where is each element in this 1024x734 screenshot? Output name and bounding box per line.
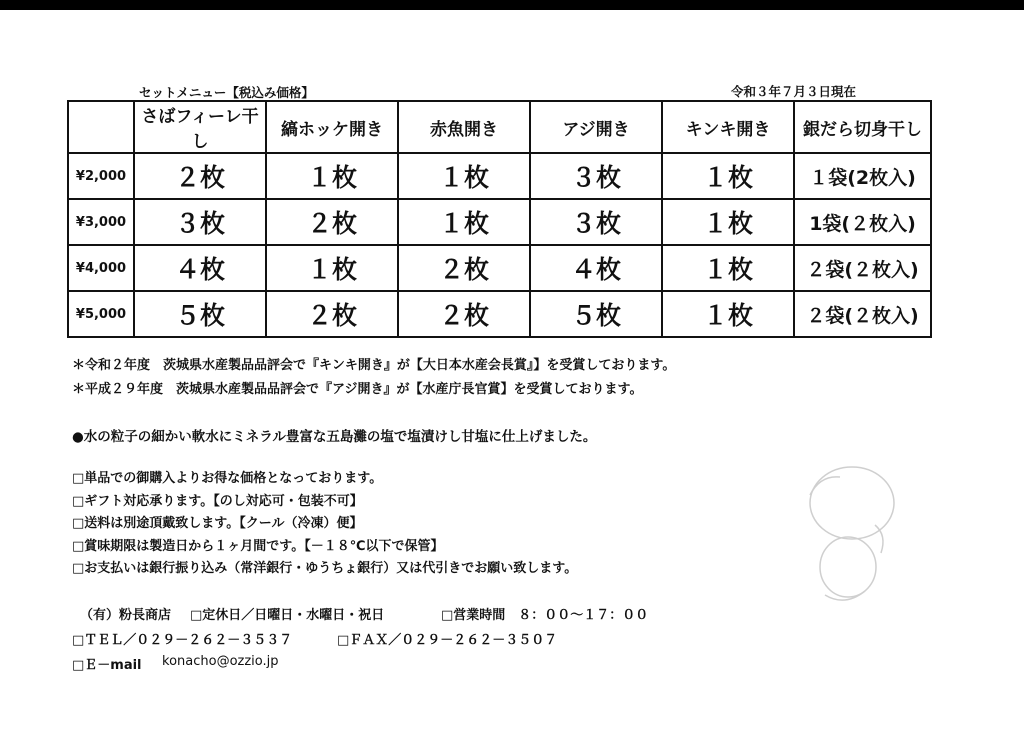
corner-cell [68, 101, 134, 153]
table-cell: １枚 [398, 153, 530, 199]
info-checklist [72, 468, 577, 581]
fax-number: □ＦＡＸ／０２９－２６２－３５０７ [337, 633, 558, 648]
table-cell: ２袋(２枚入) [794, 245, 931, 291]
column-header: 銀だら切身干し [794, 101, 931, 153]
table-cell: ５枚 [530, 291, 662, 337]
table-cell: ３枚 [134, 199, 266, 245]
faint-stamp-mark [780, 455, 920, 625]
tel-number: □ＴＥＬ／０２９－２６２－３５３７ [72, 633, 293, 648]
set-menu-heading: セットメニュー【税込み価格】 [139, 85, 314, 100]
table-cell: ３枚 [530, 199, 662, 245]
email-label: □Ｅ－mail [72, 658, 142, 673]
column-header: キンキ開き [662, 101, 794, 153]
price-cell: ¥3,000 [68, 199, 134, 245]
table-cell: １枚 [266, 153, 398, 199]
table-row [68, 153, 931, 199]
price-table [67, 100, 932, 338]
table-cell: １枚 [662, 291, 794, 337]
table-cell: １袋(2枚入) [794, 153, 931, 199]
table-cell: ２枚 [266, 291, 398, 337]
table-row [68, 291, 931, 337]
table-cell: ２枚 [134, 153, 266, 199]
product-description: ●水の粒子の細かい軟水にミネラル豊富な五島灘の塩で塩漬けし甘塩に仕上げました。 [72, 429, 597, 445]
table-cell: ５枚 [134, 291, 266, 337]
table-cell: ４枚 [134, 245, 266, 291]
table-cell: １枚 [662, 153, 794, 199]
table-cell: １枚 [662, 245, 794, 291]
award-notes [72, 354, 675, 402]
email-address: konacho@ozzio.jp [162, 654, 279, 669]
checklist-item: □送料は別途頂戴致します。【クール（冷凍）便】 [72, 516, 363, 531]
table-cell: 1袋(２枚入) [794, 199, 931, 245]
table-cell: ２枚 [398, 291, 530, 337]
scan-top-edge [0, 0, 1024, 10]
company-name: （有）粉長商店 [80, 608, 172, 623]
closed-days: □定休日／日曜日・水曜日・祝日 [190, 608, 385, 623]
price-cell: ¥4,000 [68, 245, 134, 291]
table-cell: １枚 [398, 199, 530, 245]
table-cell: ２袋(２枚入) [794, 291, 931, 337]
date-as-of: 令和３年７月３日現在 [731, 84, 857, 99]
table-header-row [68, 101, 931, 153]
checklist-item: □ギフト対応承ります。【のし対応可・包装不可】 [72, 493, 363, 509]
table-cell: ２枚 [398, 245, 530, 291]
column-header: 赤魚開き [398, 101, 530, 153]
table-cell: １枚 [662, 199, 794, 245]
column-header: さばフィーレ干し [134, 101, 266, 153]
business-hours: □営業時間 ８：００～１７：００ [441, 608, 649, 623]
price-cell: ¥5,000 [68, 291, 134, 337]
table-cell: ４枚 [530, 245, 662, 291]
checklist-item: □単品での御購入よりお得な価格となっております。 [72, 471, 383, 486]
table-row [68, 199, 931, 245]
table-cell: ２枚 [266, 199, 398, 245]
price-cell: ¥2,000 [68, 153, 134, 199]
award-note: ＊令和２年度 茨城県水産製品品評会で『キンキ開き』が【大日本水産会長賞』】を受賞しております。 [72, 358, 676, 373]
checklist-item: □お支払いは銀行振り込み（常洋銀行・ゆうちょ銀行）又は代引きでお願い致します。 [72, 561, 578, 576]
table-row [68, 245, 931, 291]
award-note: ＊平成２９年度 茨城県水産製品品評会で『アジ開き』が【水産庁長官賞】を受賞しております。 [72, 382, 643, 397]
column-header: アジ開き [530, 101, 662, 153]
column-header: 縞ホッケ開き [266, 101, 398, 153]
checklist-item: □賞味期限は製造日から１ヶ月間です。【－１８℃以下で保管】 [72, 538, 444, 554]
table-cell: １枚 [266, 245, 398, 291]
table-cell: ３枚 [530, 153, 662, 199]
